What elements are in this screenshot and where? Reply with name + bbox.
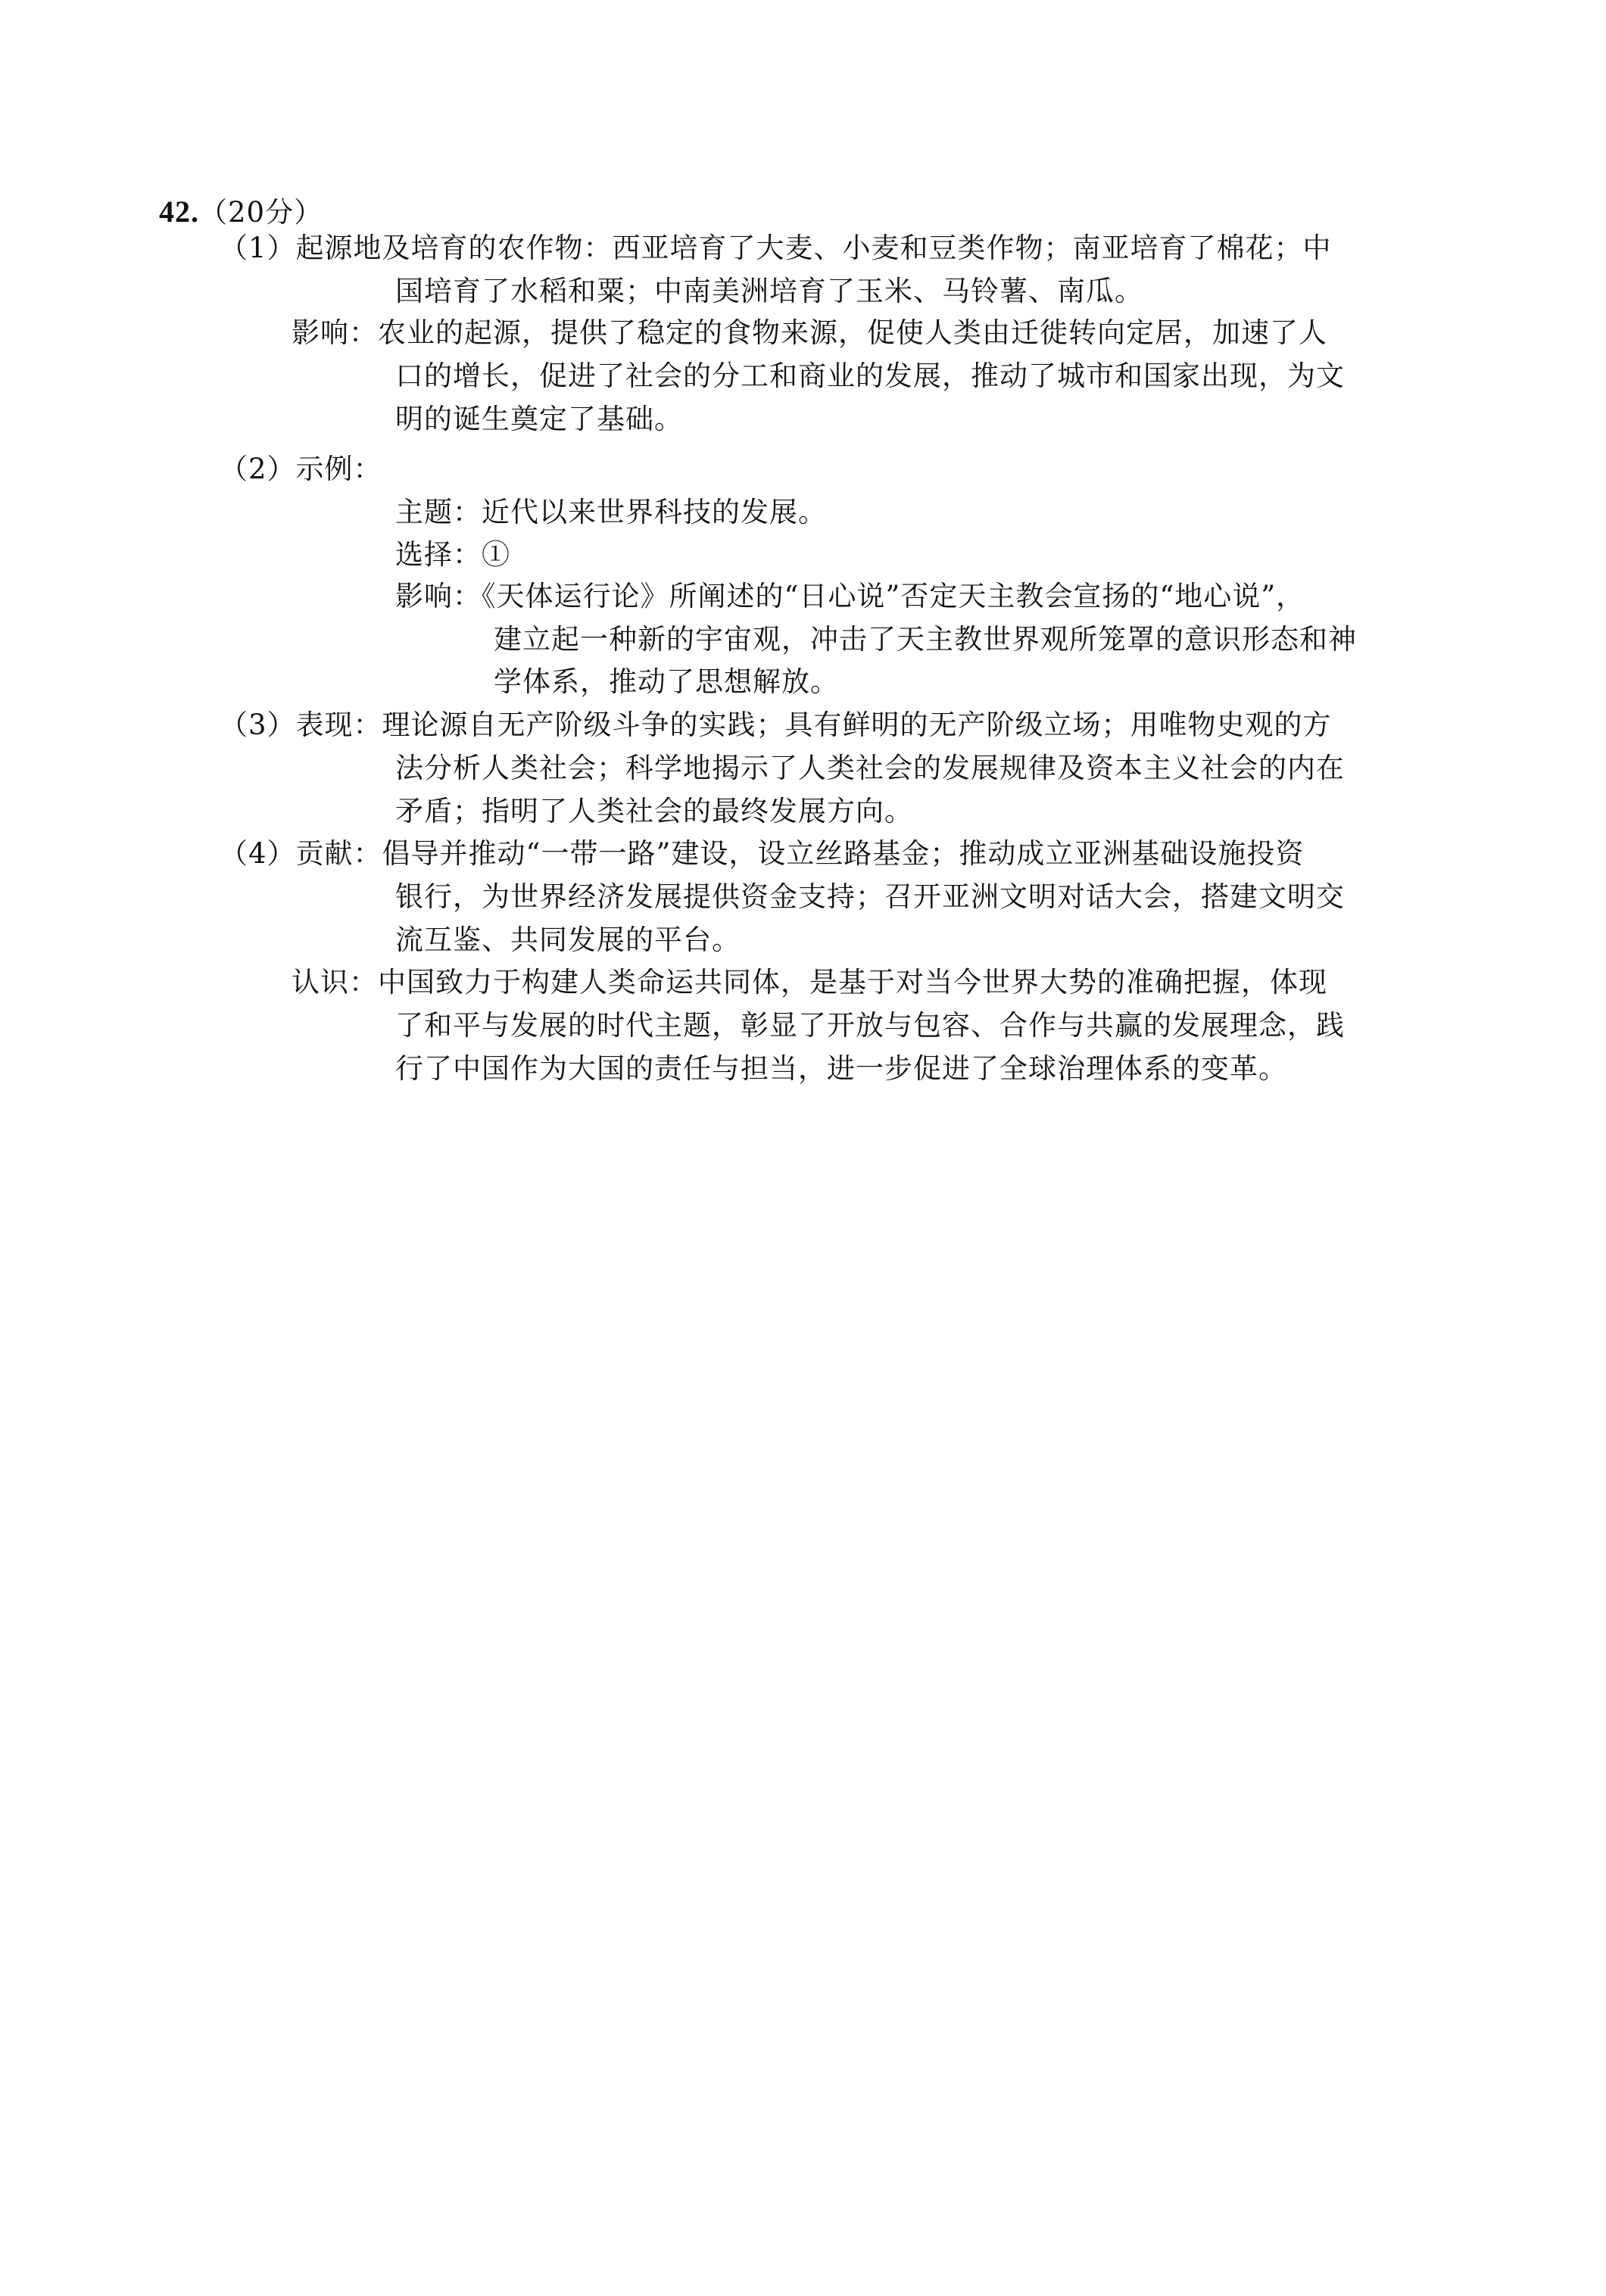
- part4-understand-line1: [292, 960, 1327, 1005]
- part1-impact-line3: 明的诞生奠定了基础。: [395, 403, 683, 435]
- part1-impact-text-1: 农业的起源，提供了稳定的食物来源，促使人类由迁徙转向定居，加速了人: [378, 316, 1327, 349]
- part2-impact-text-1: 《天体运行论》所阐述的“日心说”否定天主教会宣扬的“地心说”，: [482, 580, 1305, 612]
- part3-label: （3）: [220, 709, 296, 741]
- part4-understand-text-1: 中国致力于构建人类命运共同体，是基于对当今世界大势的准确把握，体现: [378, 966, 1327, 998]
- part4-label: （4）: [220, 837, 296, 870]
- part2-theme: 主题：近代以来世界科技的发展。: [395, 496, 827, 528]
- part2-impact-label: 影响：: [395, 580, 482, 612]
- part1-line2: 国培育了水稻和粟；中南美洲培育了玉米、马铃薯、南瓜。: [395, 275, 1143, 307]
- part3-line2: 法分析人类社会；科学地揭示了人类社会的发展规律及资本主义社会的内在: [395, 752, 1345, 784]
- part2-impact-line3: 学体系，推动了思想解放。: [494, 665, 839, 698]
- part3-text-1: 理论源自无产阶级斗争的实践；具有鲜明的无产阶级立场；用唯物史观的方: [382, 709, 1332, 741]
- part1-impact-line2: 口的增长，促进了社会的分工和商业的发展，推动了城市和国家出现，为文: [395, 360, 1345, 392]
- part1-text-1: 起源地及培育的农作物：西亚培育了大麦、小麦和豆类作物；南亚培育了棉花；中: [295, 232, 1332, 264]
- part2-impact-line2: 建立起一种新的宇宙观，冲击了天主教世界观所笼罩的意识形态和神: [494, 623, 1357, 656]
- part1-label: （1）: [220, 232, 296, 264]
- part4-understand-line3: 行了中国作为大国的责任与担当，进一步促进了全球治理体系的变革。: [395, 1052, 1287, 1085]
- part3-line3: 矛盾；指明了人类社会的最终发展方向。: [395, 795, 913, 827]
- part1-line1: [220, 226, 1332, 271]
- part2-choice: 选择：①: [395, 538, 510, 571]
- part3-perf-label: 表现：: [295, 709, 382, 741]
- part2-line1: [220, 447, 382, 492]
- question-number: 42.: [159, 195, 199, 229]
- part1-impact-line1: [292, 310, 1327, 356]
- part4-line1: [220, 831, 1304, 877]
- part4-contrib-label: 贡献：: [295, 837, 382, 870]
- part2-label: （2）: [220, 453, 296, 485]
- part4-text-1: 倡导并推动“一带一路”建设，设立丝路基金；推动成立亚洲基础设施投资: [382, 837, 1305, 870]
- part4-line3: 流互鉴、共同发展的平台。: [395, 924, 741, 956]
- part1-impact-label: 影响：: [292, 316, 378, 349]
- part2-example-label: 示例：: [295, 453, 382, 485]
- part4-understand-line2: 了和平与发展的时代主题，彰显了开放与包容、合作与共赢的发展理念，践: [395, 1009, 1345, 1042]
- part3-line1: [220, 703, 1332, 748]
- question-score: （20分）: [199, 196, 323, 229]
- part2-impact-line1: [395, 574, 1305, 619]
- part4-line2: 银行，为世界经济发展提供资金支持；召开亚洲文明对话大会，搭建文明交: [395, 880, 1345, 913]
- part4-understand-label: 认识：: [292, 966, 378, 998]
